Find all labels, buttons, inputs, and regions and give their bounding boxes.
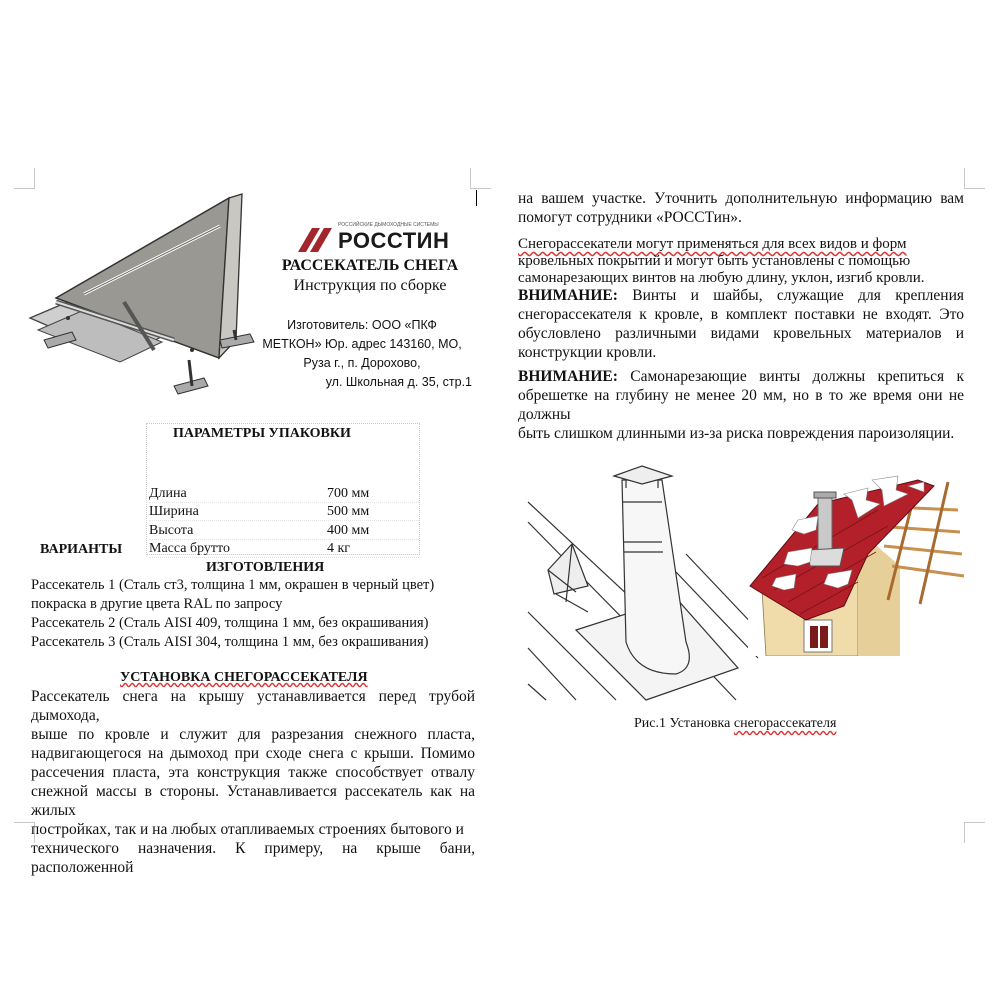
figure-caption: Рис.1 Установка снегорассекателя	[634, 716, 837, 731]
roof-photo	[748, 470, 968, 656]
paragraph-line: снегорассекателя к кровле, в комплект поставки не входят. Это	[518, 306, 964, 323]
paragraph-line: быть слишком длинными из-за риска повреждения пароизоляции.	[518, 425, 955, 442]
paragraph-line: надвигающегося на дымоход при сходе снега с крыши. Помимо	[31, 745, 475, 762]
paragraph-line: обусловлено различными видами кровельных материалов и	[518, 325, 964, 342]
variants-title-left: ВАРИАНТЫ	[40, 542, 123, 557]
table-row: Масса брутто 4 кг	[149, 540, 419, 559]
paragraph-line: снежной массы в стороны. Устанавливается рассекатель как на жилых	[31, 783, 475, 819]
manufacturer-line: Руза г., п. Дорохово,	[303, 356, 421, 370]
manufacturer-line: Изготовитель: ООО «ПКФ	[287, 318, 437, 332]
variants-list	[31, 576, 434, 652]
paragraph-line: ВНИМАНИЕ: Самонарезающие винты должны крепиться к	[518, 368, 965, 385]
crop-mark-tl	[14, 168, 35, 189]
paragraph-line: помогут сотрудники «РОССТин».	[518, 209, 742, 226]
paragraph-line: ВНИМАНИЕ: Винты и шайбы, служащие для крепления	[518, 287, 964, 304]
warning-1	[518, 286, 964, 362]
manufacturer-info	[252, 316, 472, 392]
variants-title-right: ИЗГОТОВЛЕНИЯ	[206, 560, 325, 575]
paragraph-line: постройках, так и на любых отапливаемых строениях бытового и	[31, 821, 464, 838]
paragraph-line: кровельных покрытий и могут быть установлены с помощью	[518, 253, 911, 269]
packaging-title: ПАРАМЕТРЫ УПАКОВКИ	[173, 426, 351, 441]
paragraph-line: конструкции кровли.	[518, 344, 657, 361]
logo	[298, 222, 448, 256]
brand-tagline: РОССИЙСКИЕ ДЫМОХОДНЫЕ СИСТЕМЫ	[338, 222, 439, 228]
paragraph-line: технического назначения. К примеру, на крыше бани, расположенной	[31, 840, 475, 876]
page-subtitle: Инструкция по сборке	[293, 277, 447, 294]
installation-body	[31, 687, 475, 877]
packaging-table	[146, 423, 420, 555]
continuation-text	[518, 189, 964, 227]
list-item: Рассекатель 2 (Сталь AISI 409, толщина 1 мм, без окрашивания)	[31, 615, 429, 631]
text-cursor	[476, 190, 477, 206]
paragraph-line: Снегорассекатели могут применяться для всех видов и форм	[518, 236, 907, 252]
installation-title: УСТАНОВКА СНЕГОРАССЕКАТЕЛЯ	[120, 670, 368, 685]
manufacturer-line: ул. Школьная д. 35, стр.1	[325, 375, 472, 389]
table-row: Высота 400 мм	[149, 521, 419, 540]
list-item: Рассекатель 3 (Сталь AISI 304, толщина 1 мм, без окрашивания)	[31, 634, 429, 650]
list-item: покраска в другие цвета RAL по запросу	[31, 596, 283, 612]
table-row: Длина 700 мм	[149, 484, 419, 503]
paragraph-line: выше по кровле и служит для разрезания снежного пласта,	[31, 726, 475, 743]
paragraph-line: Рассекатель снега на крышу устанавливается перед трубой дымохода,	[31, 688, 475, 724]
paragraph-line: рассечения пласта, эта конструкция также способствует отвалу	[31, 764, 475, 781]
brand-name: РОССТИН	[338, 228, 450, 253]
snow-splitter-illustration	[24, 190, 256, 405]
logo-icon	[298, 224, 334, 252]
list-item: Рассекатель 1 (Сталь ст3, толщина 1 мм, окрашен в черный цвет)	[31, 577, 435, 593]
page-title: РАССЕКАТЕЛЬ СНЕГА	[281, 257, 459, 274]
chimney-sketch	[526, 462, 760, 702]
crop-mark-br	[964, 822, 985, 843]
crop-mark-tr	[964, 168, 985, 189]
manufacturer-line: МЕТКОН» Юр. адрес 143160, МО,	[262, 337, 462, 351]
paragraph-line: обрешетке на глубину не менее 20 мм, но в то же время они не должны	[518, 387, 964, 423]
table-row: Ширина 500 мм	[149, 503, 419, 522]
paragraph-line: на вашем участке. Уточнить дополнительную информацию вам	[518, 190, 964, 207]
usage-text	[518, 236, 938, 287]
warning-2	[518, 367, 964, 443]
paragraph-line: самонарезающих винтов на любую длину, уклон, изгиб кровли.	[518, 270, 925, 286]
crop-mark-tm	[470, 168, 491, 189]
